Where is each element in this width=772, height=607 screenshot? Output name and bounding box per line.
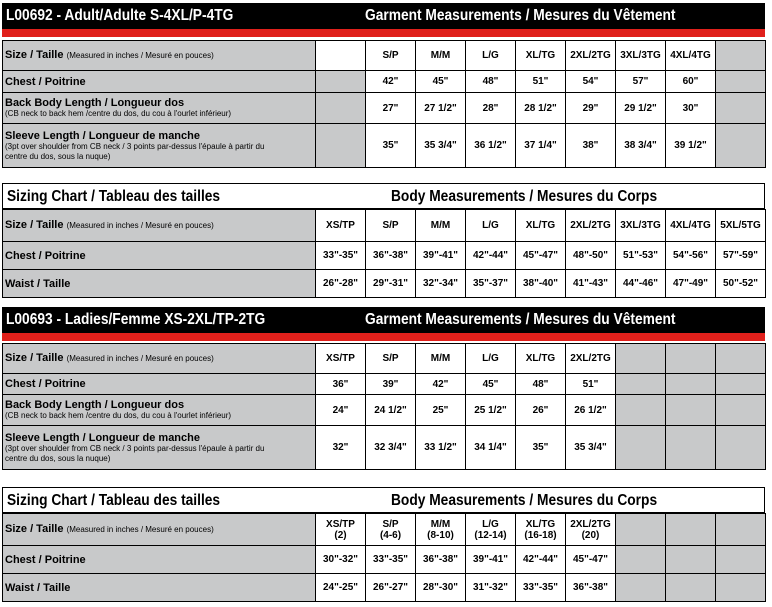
value-cell: 44"-46" [616,270,666,298]
value-cell: 47"-49" [666,270,716,298]
size-cell: 2XL/2TG [566,41,616,71]
sleeve-length-row [3,124,766,168]
size-row [3,514,766,546]
value-cell: 51" [516,71,566,93]
value-cell: 25" [416,395,466,426]
size-cell: 2XL/2TG [566,210,616,242]
ladies-garment-title: L00693 - Ladies/Femme XS-2XL/TP-2TG [6,311,266,328]
size-label-cell: Size / Taille (Measured in inches / Mesuré en pouces) [3,514,316,546]
size-cell: M/M [416,210,466,242]
value-cell: 36" [316,374,366,395]
chest-label: Chest / Poitrine [3,546,316,574]
size-cell: L/G [466,210,516,242]
size-cell: M/M [416,344,466,374]
value-cell: 30" [666,93,716,124]
value-cell: 39" [366,374,416,395]
value-cell: 32" [316,426,366,470]
value-cell: 25 1/2" [466,395,516,426]
size-cell: 3XL/3TG [616,41,666,71]
size-cell: S/P [366,344,416,374]
value-cell: 39"-41" [416,242,466,270]
value-cell: 51" [566,374,616,395]
value-cell: 36"-38" [366,242,416,270]
value-cell: 33"-35" [366,546,416,574]
waist-row [3,270,766,298]
value-cell: 35" [366,124,416,168]
size-row [3,210,766,242]
value-cell: 32"-34" [416,270,466,298]
value-cell: 24 1/2" [366,395,416,426]
value-cell: 57" [616,71,666,93]
value-cell: 37 1/4" [516,124,566,168]
size-label-cell: Size / Taille (Measured in inches / Mesuré en pouces) [3,344,316,374]
size-cell: 4XL/4TG [666,210,716,242]
value-cell: 26"-28" [316,270,366,298]
adult-garment-title: L00692 - Adult/Adulte S-4XL/P-4TG [6,7,234,24]
value-cell: 28"-30" [416,574,466,602]
back-length-label-cell: Back Body Length / Longueur dos (CB neck to back hem /centre du dos, du cou à l'ourlet inférieur) [3,395,316,426]
value-cell: 45" [416,71,466,93]
value-cell: 45"-47" [566,546,616,574]
back-length-row [3,93,766,124]
ladies-garment-accent-bar [2,333,765,341]
adult-garment-table [2,40,766,168]
adult-body-table [2,209,766,298]
value-cell: 42"-44" [466,242,516,270]
value-cell: 26 1/2" [566,395,616,426]
value-cell: 27" [366,93,416,124]
value-cell: 42" [366,71,416,93]
value-cell: 39"-41" [466,546,516,574]
value-cell: 38"-40" [516,270,566,298]
ladies-body-header [2,487,765,513]
chest-label: Chest / Poitrine [3,242,316,270]
value-cell: 26" [516,395,566,426]
ladies-body-title: Sizing Chart / Tableau des tailles [7,492,221,509]
size-cell: M/M (8-10) [416,514,466,546]
value-cell: 34 1/4" [466,426,516,470]
adult-body-header [2,183,765,209]
value-cell: 28 1/2" [516,93,566,124]
value-cell: 45" [466,374,516,395]
size-cell: XL/TG (16-18) [516,514,566,546]
value-cell: 30"-32" [316,546,366,574]
size-cell: S/P [366,41,416,71]
size-cell: XS/TP [316,210,366,242]
value-cell: 33"-35" [316,242,366,270]
ladies-garment-table [2,343,766,470]
back-length-label-cell: Back Body Length / Longueur dos (CB neck to back hem /centre du dos, du cou à l'ourlet inférieur) [3,93,316,124]
size-cell: L/G [466,41,516,71]
adult-body-title: Sizing Chart / Tableau des tailles [7,188,221,205]
size-cell: S/P [366,210,416,242]
waist-row [3,574,766,602]
value-cell: 36"-38" [566,574,616,602]
chest-row [3,374,766,395]
value-cell: 51"-53" [616,242,666,270]
value-cell: 29"-31" [366,270,416,298]
value-cell: 50"-52" [716,270,766,298]
ladies-garment-header [2,307,765,333]
value-cell: 41"-43" [566,270,616,298]
size-cell: XL/TG [516,344,566,374]
value-cell: 33 1/2" [416,426,466,470]
size-row [3,41,766,71]
ladies-body-heading: Body Measurements / Mesures du Corps [391,492,658,509]
value-cell: 38 3/4" [616,124,666,168]
sleeve-length-label-cell: Sleeve Length / Longueur de manche (3pt over shoulder from CB neck / 3 points par-dessus l'épaule à partir du centre du dos, sous la nuque) [3,124,316,168]
value-cell: 29" [566,93,616,124]
ladies-garment-heading: Garment Measurements / Mesures du Vêtement [365,311,676,328]
adult-garment-heading: Garment Measurements / Mesures du Vêtement [365,7,676,24]
size-cell: 2XL/2TG (20) [566,514,616,546]
size-cell: 5XL/5TG [716,210,766,242]
value-cell: 36 1/2" [466,124,516,168]
size-cell: XL/TG [516,41,566,71]
size-cell: M/M [416,41,466,71]
chest-row [3,546,766,574]
size-cell: L/G [466,344,516,374]
value-cell: 57"-59" [716,242,766,270]
chest-row [3,71,766,93]
value-cell: 54" [566,71,616,93]
value-cell: 35 3/4" [566,426,616,470]
value-cell: 60" [666,71,716,93]
waist-label: Waist / Taille [3,574,316,602]
value-cell: 35 3/4" [416,124,466,168]
size-cell: 2XL/2TG [566,344,616,374]
size-cell: XS/TP [316,344,366,374]
adult-garment-header [2,3,765,29]
value-cell: 48" [466,71,516,93]
value-cell: 54"-56" [666,242,716,270]
value-cell: 38" [566,124,616,168]
size-cell: S/P (4-6) [366,514,416,546]
size-cell: XS/TP (2) [316,514,366,546]
size-label-cell: Size / Taille (Measured in inches / Mesuré en pouces) [3,41,316,71]
value-cell: 27 1/2" [416,93,466,124]
size-row [3,344,766,374]
value-cell: 48" [516,374,566,395]
value-cell: 32 3/4" [366,426,416,470]
value-cell: 39 1/2" [666,124,716,168]
back-length-row [3,395,766,426]
ladies-body-table [2,513,766,602]
adult-body-heading: Body Measurements / Mesures du Corps [391,188,658,205]
value-cell: 28" [466,93,516,124]
size-label-cell: Size / Taille (Measured in inches / Mesuré en pouces) [3,210,316,242]
size-cell: XL/TG [516,210,566,242]
value-cell: 24"-25" [316,574,366,602]
sleeve-length-row [3,426,766,470]
adult-garment-accent-bar [2,29,765,37]
waist-label: Waist / Taille [3,270,316,298]
value-cell: 42" [416,374,466,395]
size-cell: L/G (12-14) [466,514,516,546]
value-cell: 33"-35" [516,574,566,602]
value-cell: 35" [516,426,566,470]
size-cell: 4XL/4TG [666,41,716,71]
value-cell: 42"-44" [516,546,566,574]
chest-label: Chest / Poitrine [3,374,316,395]
value-cell: 31"-32" [466,574,516,602]
chest-label: Chest / Poitrine [3,71,316,93]
value-cell: 35"-37" [466,270,516,298]
sleeve-length-label-cell: Sleeve Length / Longueur de manche (3pt over shoulder from CB neck / 3 points par-dessus l'épaule à partir du centre du dos, sous la nuque) [3,426,316,470]
value-cell: 26"-27" [366,574,416,602]
size-cell: 3XL/3TG [616,210,666,242]
value-cell: 48"-50" [566,242,616,270]
value-cell: 36"-38" [416,546,466,574]
value-cell: 29 1/2" [616,93,666,124]
value-cell: 45"-47" [516,242,566,270]
value-cell: 24" [316,395,366,426]
chest-row [3,242,766,270]
